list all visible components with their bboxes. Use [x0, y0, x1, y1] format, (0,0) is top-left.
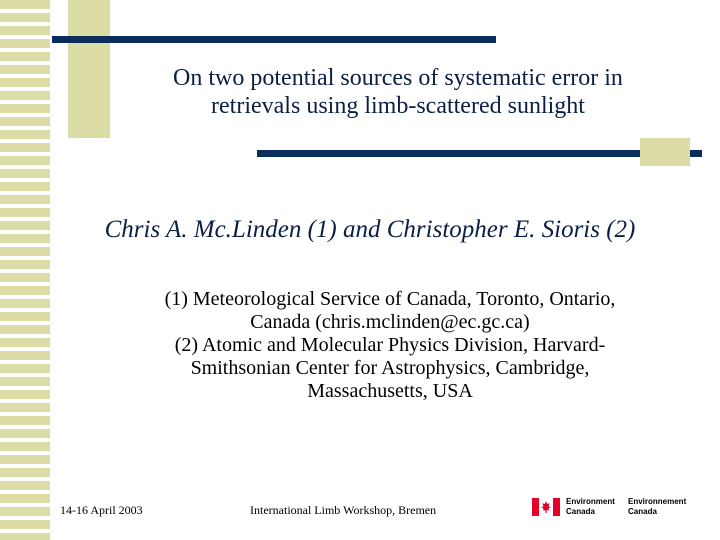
logo-text-english-1: Environment: [566, 497, 615, 506]
affiliations: [90, 288, 690, 403]
decorative-block-top: [68, 0, 110, 138]
affiliation-line: Massachusetts, USA: [307, 380, 473, 402]
affiliation-line: (2) Atomic and Molecular Physics Division, Harvard-: [174, 334, 606, 356]
logo-text-french-1: Environnement: [628, 497, 687, 506]
environment-canada-logo: [532, 496, 697, 520]
slide-title: [120, 64, 676, 120]
accent-bar-top: [52, 36, 496, 43]
affiliation-line: (1) Meteorological Service of Canada, Toronto, Ontario,: [164, 288, 616, 310]
affiliation-line: Canada (chris.mclinden@ec.gc.ca): [250, 311, 530, 333]
logo-text-english-2: Canada: [566, 507, 595, 516]
decorative-block-right: [640, 138, 690, 166]
footer-event: International Limb Workshop, Bremen: [250, 503, 437, 517]
decorative-stripes: [0, 0, 50, 540]
accent-bar-bottom: [257, 150, 702, 157]
logo-text-french-2: Canada: [628, 507, 657, 516]
canada-flag-icon: [532, 498, 560, 516]
footer-date: 14-16 April 2003: [60, 503, 143, 517]
affiliation-line: Smithsonian Center for Astrophysics, Cambridge,: [190, 357, 590, 379]
title-line-2: retrievals using limb-scattered sunlight: [211, 93, 585, 119]
authors: Chris A. Mc.Linden (1) and Christopher E. Sioris (2): [104, 216, 636, 243]
title-line-1: On two potential sources of systematic error in: [173, 65, 623, 91]
